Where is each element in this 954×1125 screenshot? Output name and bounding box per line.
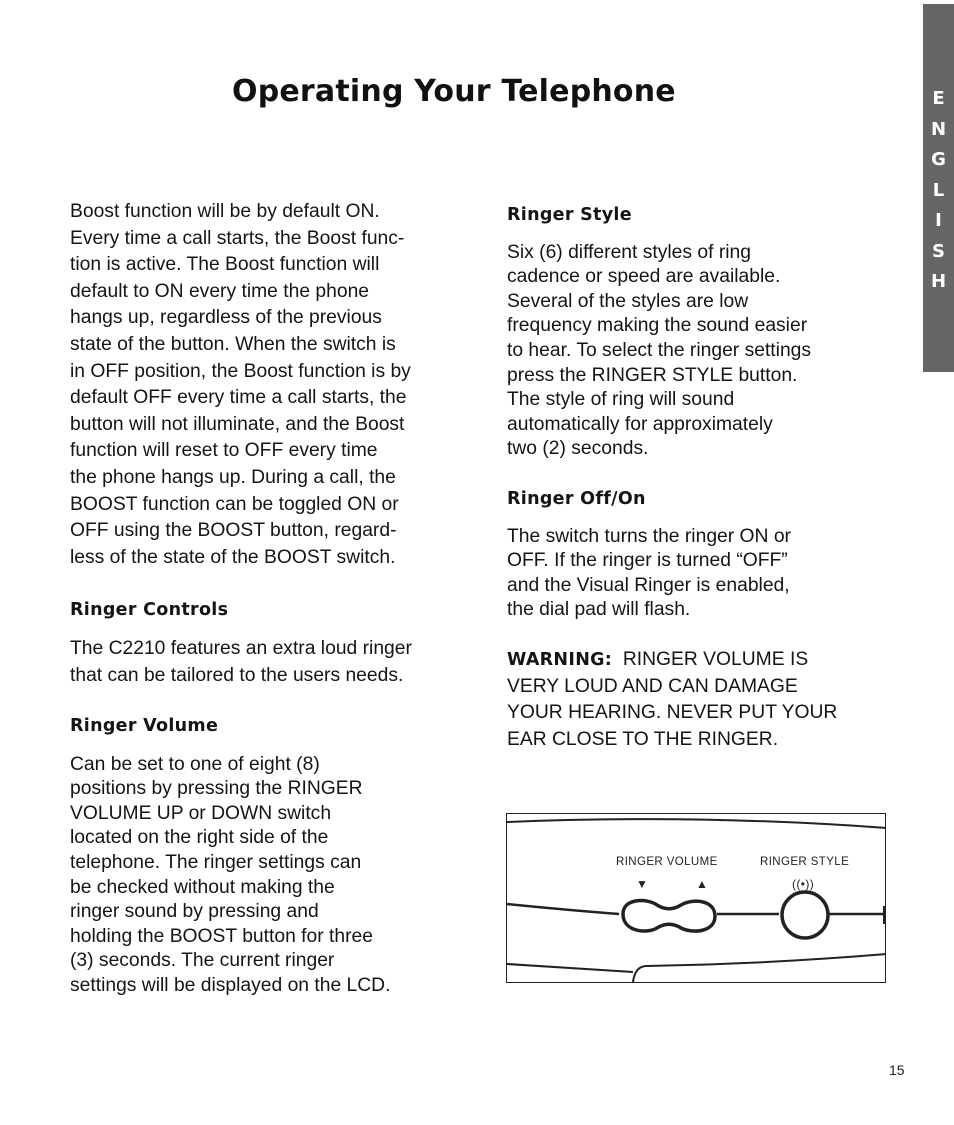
ringer-style-icon: ((•)) xyxy=(792,877,815,891)
text-line: holding the BOOST button for three xyxy=(70,925,373,947)
text-line: OFF using the BOOST button, regard- xyxy=(70,520,397,542)
phone-side-drawing xyxy=(507,814,886,983)
text-line: default to ON every time the phone xyxy=(70,280,370,302)
text-line: to hear. To select the ringer settings xyxy=(507,339,812,361)
boost-paragraph xyxy=(70,199,455,571)
ringer-style-button xyxy=(782,892,828,938)
language-side-tab xyxy=(923,4,954,372)
text-line: VERY LOUD AND CAN DAMAGE xyxy=(507,675,798,697)
text-line: YOUR HEARING. NEVER PUT YOUR xyxy=(507,702,838,724)
volume-rocker-switch xyxy=(623,901,715,932)
text-line: The style of ring will sound xyxy=(507,389,735,411)
page-title: Operating Your Telephone xyxy=(232,74,676,109)
phone-base-line xyxy=(507,964,633,972)
text-line: in OFF position, the Boost function is by xyxy=(70,360,411,382)
text-line: be checked without making the xyxy=(70,876,335,898)
ringer-style-paragraph xyxy=(507,241,877,462)
ringer-off-on-paragraph xyxy=(507,525,877,623)
text-line: default OFF every time a call starts, the xyxy=(70,387,407,409)
warning-first-line xyxy=(507,647,877,674)
text-line: cadence or speed are available. xyxy=(507,266,781,288)
text-line: Can be set to one of eight (8) xyxy=(70,753,320,775)
text-line: ringer sound by pressing and xyxy=(70,901,319,923)
text-line: RINGER VOLUME IS xyxy=(622,648,809,670)
side-tab-letter: N xyxy=(930,118,947,140)
ringer-style-heading: Ringer Style xyxy=(507,205,632,225)
text-line: Every time a call starts, the Boost func- xyxy=(70,227,405,249)
ringer-volume-label: RINGER VOLUME xyxy=(616,856,718,868)
text-line: two (2) seconds. xyxy=(507,438,649,460)
text-line: EAR CLOSE TO THE RINGER. xyxy=(507,728,779,750)
text-line: less of the state of the BOOST switch. xyxy=(70,546,396,568)
text-line: BOOST function can be toggled ON or xyxy=(70,493,399,515)
text-line: state of the button. When the switch is xyxy=(70,333,396,355)
side-tab-letter: G xyxy=(931,149,946,170)
ringer-off-on-heading: Ringer Off/On xyxy=(507,488,646,509)
side-tab-letter: L xyxy=(932,179,945,201)
text-line: telephone. The ringer settings can xyxy=(70,852,362,874)
left-column xyxy=(70,199,455,999)
text-line: VOLUME UP or DOWN switch xyxy=(70,802,332,824)
text-line: Boost function will be by default ON. xyxy=(70,201,380,222)
phone-top-edge xyxy=(507,819,886,828)
text-line: positions by pressing the RINGER xyxy=(70,778,363,800)
ringer-controls-heading: Ringer Controls xyxy=(70,600,229,621)
side-tab-letter: I xyxy=(935,210,942,231)
text-line: located on the right side of the xyxy=(70,827,329,849)
text-line: the phone hangs up. During a call, the xyxy=(70,466,396,488)
text-line: press the RINGER STYLE button. xyxy=(507,364,798,386)
text-line: button will not illuminate, and the Boost xyxy=(70,413,405,435)
phone-seam-line xyxy=(507,904,619,914)
warning-paragraph xyxy=(507,647,877,753)
volume-up-arrow-icon: ▲ xyxy=(696,877,709,891)
text-line: OFF. If the ringer is turned “OFF” xyxy=(507,550,788,572)
side-tab-letter: H xyxy=(930,271,947,292)
text-line: tion is active. The Boost function will xyxy=(70,254,380,276)
text-line: hangs up, regardless of the previous xyxy=(70,307,382,329)
side-tab-letter: S xyxy=(932,240,945,262)
text-line: The switch turns the ringer ON or xyxy=(507,525,791,547)
ringer-volume-heading: Ringer Volume xyxy=(70,716,219,737)
volume-down-arrow-icon: ▼ xyxy=(636,877,649,891)
text-line: Several of the styles are low xyxy=(507,290,749,312)
ringer-controls-illustration xyxy=(506,813,886,983)
ringer-style-label: RINGER STYLE xyxy=(760,856,850,868)
page-number: 15 xyxy=(889,1062,905,1078)
text-line: function will reset to OFF every time xyxy=(70,440,378,462)
text-line: (3) seconds. The current ringer xyxy=(70,950,335,972)
text-line: Six (6) different styles of ring xyxy=(507,241,751,263)
text-line: the dial pad will flash. xyxy=(507,599,691,621)
phone-edge-notch xyxy=(883,906,886,924)
ringer-controls-paragraph xyxy=(70,636,455,689)
phone-base-line xyxy=(633,954,886,982)
text-line: that can be tailored to the users needs. xyxy=(70,664,404,686)
right-column xyxy=(507,202,877,753)
text-line: settings will be displayed on the LCD. xyxy=(70,975,391,997)
text-line: automatically for approximately xyxy=(507,413,773,435)
text-line: and the Visual Ringer is enabled, xyxy=(507,574,790,596)
text-line: frequency making the sound easier xyxy=(507,315,808,337)
ringer-volume-paragraph xyxy=(70,753,455,999)
warning-label: WARNING: xyxy=(507,649,613,670)
side-tab-letter: E xyxy=(932,88,945,109)
text-line: The C2210 features an extra loud ringer xyxy=(70,637,412,659)
